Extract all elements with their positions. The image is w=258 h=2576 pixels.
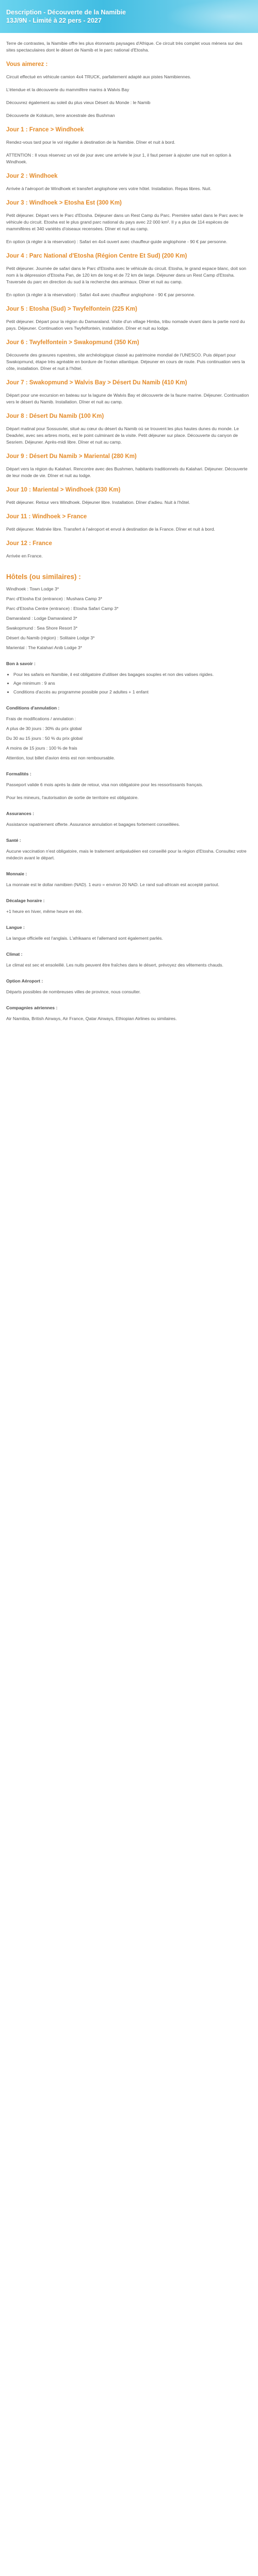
day-paragraph: Départ matinal pour Sossusvlei, situé au cœur du désert du Namib où se trouvent les plus hautes dunes du monde. Le Deadvlei, avec ses arbres morts, est le point culminant de la visite. Petit déjeuner sur place. Découverte du canyon de Sesriem. Déjeuner. Après-midi libre. Dîner et nuit au camp.	[6, 426, 239, 445]
hotel-item: Parc d'Etosha Est (entrance) : Mushara Camp 3*	[6, 596, 103, 601]
day-paragraph: Petit déjeuner. Départ vers le Parc d'Etosha. Déjeuner dans un Rest Camp du Parc. Première safari dans le Parc avec le véhicule du circuit. Etosha est le plus grand parc national du pays avec 22 000 km². Il y a plus de 114 espèces de mammifères et 340 variétés d'oiseaux recensées. Dîner et nuit au camp.	[6, 213, 244, 231]
intro-paragraph: Circuit effectué en véhicule camion 4x4 TRUCK, parfaitement adapté aux pistes Namibiennes.	[6, 74, 191, 79]
intro-paragraph: Découverte de Kolskum, terre ancestrale des Bushman	[6, 113, 115, 118]
day-block	[6, 252, 252, 298]
day-paragraph: Découverte des gravures rupestres, site archéologique classé au patrimoine mondial de l'UNESCO. Puis départ pour Swakopmund, étape très agréable en bordure de l'océan atlantique. Déjeuner en cours de route. Puis continuation vers la côte, installation. Dîner et nuit à l'hôtel.	[6, 352, 245, 371]
hotel-item: Désert du Namib (région) : Solitaire Lodge 3*	[6, 635, 95, 640]
day-paragraph: Rendez-vous tard pour le vol régulier à destination de la Namibie. Dîner et nuit à bord.	[6, 140, 175, 145]
list-item: • Age minimum : 9 ans	[13, 680, 252, 687]
day-title: Jour 6 : Twyfelfontein > Swakopmund (350 Km)	[6, 340, 139, 346]
day-block	[6, 339, 252, 372]
day-block	[6, 513, 252, 533]
info-title: Langue :	[6, 925, 25, 930]
info-paragraph: Attention, tout billet d'avion émis est non remboursable.	[6, 755, 115, 760]
good-to-know-section	[6, 660, 252, 696]
info-paragraph: Départs possibles de nombreuses villes de province, nous consulter.	[6, 989, 141, 994]
day-block	[6, 126, 252, 165]
day-title: Jour 8 : Désert Du Namib (100 Km)	[6, 413, 104, 419]
day-title: Jour 3 : Windhoek > Etosha Est (300 Km)	[6, 200, 122, 206]
info-title: Formalités :	[6, 771, 31, 776]
hotel-item: Parc d'Etosha Centre (entrance) : Etosha Safari Camp 3*	[6, 606, 119, 611]
info-block	[6, 705, 252, 761]
title-line-2: 13J/9N - Limité à 22 pers - 2027	[6, 17, 102, 24]
info-title: Monnaie :	[6, 871, 27, 876]
intro-paragraph: Découvrez également au soleil du plus vieux Désert du Monde : le Namib	[6, 100, 151, 105]
hotel-item: Windhoek : Town Lodge 3*	[6, 586, 59, 591]
day-title: Jour 9 : Désert Du Namib > Mariental (280 Km)	[6, 453, 137, 460]
info-paragraph: A moins de 15 jours : 100 % de frais	[6, 745, 77, 751]
day-paragraph: En option (à régler à la réservation) : Safari en 4x4 ouvert avec chauffeur-guide anglophone - 90 € par personne.	[6, 239, 228, 244]
hero-banner	[0, 0, 258, 33]
intro-paragraph: L'étendue et la découverte du mammifère marins à Walvis Bay	[6, 87, 130, 92]
info-title: Santé :	[6, 838, 21, 843]
list-item: • Conditions d'accès au programme possible pour 2 adultes + 1 enfant	[13, 689, 252, 696]
info-paragraph: La langue officielle est l'anglais. L'afrikaans et l'allemand sont également parlés.	[6, 936, 163, 941]
info-block	[6, 978, 252, 995]
intro-section	[6, 40, 252, 119]
day-paragraph: Petit déjeuner. Journée de safari dans le Parc d'Etosha avec le véhicule du circuit. Etosha, le grand espace blanc, doit son nom à la dépression d'Etosha Pan, de 120 km de long et de 72 km de large. Déjeuner dans un Rest Camp d'Etosha. Traversée du parc en direction du sud à la recherche des animaux. Dîner et nuit au camp.	[6, 266, 247, 284]
info-block	[6, 1005, 252, 1022]
info-sections	[6, 705, 252, 1022]
day-block	[6, 199, 252, 245]
info-paragraph: Le climat est sec et ensoleillé. Les nuits peuvent être fraîches dans le désert, prévoyez des vêtements chauds.	[6, 962, 223, 968]
hotels-title: Hôtels (ou similaires) :	[6, 573, 81, 581]
hotel-item: Mariental : The Kalahari Anib Lodge 3*	[6, 645, 82, 650]
day-block	[6, 453, 252, 479]
info-paragraph: La monnaie est le dollar namibien (NAD). 1 euro = environ 20 NAD. Le rand sud-africain est accepté partout.	[6, 882, 219, 887]
day-title: Jour 10 : Mariental > Windhoek (330 Km)	[6, 487, 121, 493]
day-paragraph: Petit déjeuner. Départ pour la région du Damaraland. Visite d'un village Himba, tribu nomade vivant dans la partie nord du pays. Déjeuner. Continuation vers Twyfelfontein, installation. Dîner et nuit au lodge.	[6, 319, 245, 331]
info-block	[6, 897, 252, 915]
day-paragraph: Petit déjeuner. Matinée libre. Transfert à l'aéroport et envol à destination de la France. Dîner et nuit à bord.	[6, 527, 215, 532]
day-paragraph: Arrivée à l'aéroport de Windhoek et transfert anglophone vers votre hôtel. Installation. Repas libres. Nuit.	[6, 186, 212, 191]
info-paragraph: +1 heure en hiver, même heure en été.	[6, 909, 83, 914]
day-block	[6, 486, 252, 506]
day-paragraph: Arrivée en France.	[6, 553, 43, 558]
day-title: Jour 1 : France > Windhoek	[6, 127, 84, 133]
info-block	[6, 810, 252, 828]
info-paragraph: Pour les mineurs, l'autorisation de sortie de territoire est obligatoire.	[6, 795, 139, 800]
day-block	[6, 306, 252, 332]
day-paragraph: Petit déjeuner. Retour vers Windhoek. Déjeuner libre. Installation. Dîner d'adieu. Nuit à l'hôtel.	[6, 500, 190, 505]
day-title: Jour 11 : Windhoek > France	[6, 514, 87, 520]
list-item: • Pour les safaris en Namibie, il est obligatoire d'utiliser des bagages souples et non des valises rigides.	[13, 671, 252, 678]
itinerary	[6, 126, 252, 560]
day-title: Jour 7 : Swakopmund > Walvis Bay > Désert Du Namib (410 Km)	[6, 380, 187, 386]
day-block	[6, 379, 252, 405]
day-title: Jour 12 : France	[6, 540, 52, 547]
day-paragraph: En option (à régler à la réservation) : Safari 4x4 avec chauffeur anglophone - 90 € par personne.	[6, 292, 196, 297]
info-block	[6, 924, 252, 942]
info-title: Option Aéroport :	[6, 978, 43, 984]
info-block	[6, 771, 252, 801]
info-paragraph: Du 30 au 15 jours : 50 % du prix global	[6, 736, 83, 741]
page	[0, 0, 258, 1039]
day-title: Jour 4 : Parc National d'Etosha (Région Centre Et Sud) (200 Km)	[6, 253, 187, 259]
hotels-section	[6, 573, 252, 651]
day-block	[6, 173, 252, 192]
day-paragraph: Départ pour une excursion en bateau sur la lagune de Walvis Bay et découverte de la faune marine. Déjeuner. Continuation vers le désert du Namib. Installation. Dîner et nuit au camp.	[6, 393, 249, 404]
info-title: Climat :	[6, 952, 23, 957]
info-title: Compagnies aériennes :	[6, 1005, 58, 1010]
hotel-item: Damaraland : Lodge Damaraland 3*	[6, 616, 77, 621]
info-title: Décalage horaire :	[6, 898, 45, 903]
title-line-1: Description - Découverte de la Namibie	[6, 9, 126, 16]
day-paragraph: Départ vers la région du Kalahari. Rencontre avec des Bushmen, habitants traditionnels du Kalahari. Déjeuner. Découverte de leur mode de vie. Dîner et nuit au lodge.	[6, 466, 248, 478]
info-paragraph: Air Namibia, British Airways, Air France, Qatar Airways, Ethiopian Airlines ou similaires.	[6, 1016, 177, 1021]
good-to-know-title: Bon à savoir :	[6, 661, 36, 666]
hotel-item: Swakopmund : Sea Shore Resort 3*	[6, 625, 78, 631]
info-title: Assurances :	[6, 811, 34, 816]
info-paragraph: Passeport valide 6 mois après la date de retour, visa non obligatoire pour les ressortissants français.	[6, 782, 203, 787]
day-block	[6, 540, 252, 560]
info-paragraph: Assistance rapatriement offerte. Assurance annulation et bagages fortement conseillées.	[6, 822, 180, 827]
day-title: Jour 2 : Windhoek	[6, 173, 58, 179]
info-block	[6, 837, 252, 861]
intro-paragraph: Terre de contrastes, la Namibie offre les plus étonnants paysages d'Afrique. Ce circuit très complet vous mènera sur des sites spectaculaires dont le désert de Namib et le parc national d'Etosha.	[6, 41, 243, 53]
day-block	[6, 413, 252, 446]
day-title: Jour 5 : Etosha (Sud) > Twyfelfontein (225 Km)	[6, 306, 137, 312]
info-block	[6, 871, 252, 888]
info-paragraph: Aucune vaccination n'est obligatoire, mais le traitement antipaludéen est conseillé pour la région d'Etosha. Consultez votre médecin avant le départ.	[6, 849, 247, 860]
good-to-know-list	[6, 671, 252, 696]
info-paragraph: A plus de 30 jours : 30% du prix global	[6, 726, 82, 731]
day-paragraph: ATTENTION : Il vous réservez un vol de jour avec une arrivée le jour 1, il faut penser à ajouter une nuit en option à Windhoek.	[6, 152, 231, 164]
info-title: Conditions d'annulation :	[6, 705, 60, 710]
info-block	[6, 951, 252, 969]
page-title	[6, 8, 126, 25]
intro-heading: Vous aimerez :	[6, 61, 48, 67]
info-paragraph: Frais de modifications / annulation :	[6, 716, 76, 721]
